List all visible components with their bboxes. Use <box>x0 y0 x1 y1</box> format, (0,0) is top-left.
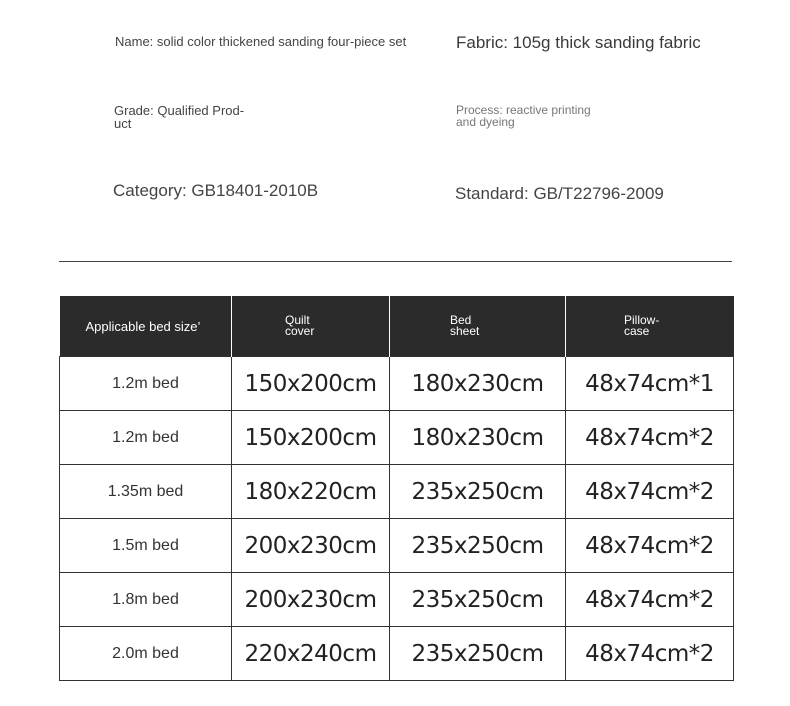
table-row <box>60 627 734 681</box>
table-row <box>60 357 734 411</box>
table-row <box>60 411 734 465</box>
pillowcase-cell: 48x74cm*2 <box>566 411 734 465</box>
size-table <box>59 296 734 681</box>
bed-size-cell: 1.5m bed <box>60 519 232 573</box>
table-row <box>60 519 734 573</box>
bed-size-cell: 1.8m bed <box>60 573 232 627</box>
bed-size-cell: 1.2m bed <box>60 411 232 465</box>
bed-sheet-cell: 235x250cm <box>390 519 566 573</box>
bed-sheet-cell: 180x230cm <box>390 357 566 411</box>
table-row <box>60 465 734 519</box>
header-bed-size: Applicable bed size’ <box>60 296 232 357</box>
bed-sheet-cell: 235x250cm <box>390 465 566 519</box>
quilt-cover-cell: 150x200cm <box>232 357 390 411</box>
spec-grade: Grade: Qualified Prod- uct <box>114 103 245 131</box>
pillowcase-cell: 48x74cm*2 <box>566 519 734 573</box>
pillowcase-cell: 48x74cm*2 <box>566 465 734 519</box>
bed-size-cell: 2.0m bed <box>60 627 232 681</box>
quilt-cover-cell: 200x230cm <box>232 519 390 573</box>
quilt-cover-cell: 180x220cm <box>232 465 390 519</box>
bed-size-cell: 1.35m bed <box>60 465 232 519</box>
pillowcase-cell: 48x74cm*1 <box>566 357 734 411</box>
spec-process: Process: reactive printing and dyeing <box>456 103 591 129</box>
section-divider <box>59 261 732 262</box>
header-bed-sheet: Bed sheet <box>390 296 566 357</box>
spec-standard: Standard: GB/T22796-2009 <box>455 184 664 203</box>
spec-fabric: Fabric: 105g thick sanding fabric <box>456 33 701 52</box>
table-row <box>60 573 734 627</box>
bed-sheet-cell: 180x230cm <box>390 411 566 465</box>
bed-sheet-cell: 235x250cm <box>390 627 566 681</box>
quilt-cover-cell: 200x230cm <box>232 573 390 627</box>
spec-category: Category: GB18401-2010B <box>113 181 319 200</box>
table-header-row <box>60 296 734 357</box>
spec-name: Name: solid color thickened sanding four-piece set <box>115 34 407 49</box>
pillowcase-cell: 48x74cm*2 <box>566 627 734 681</box>
quilt-cover-cell: 150x200cm <box>232 411 390 465</box>
header-quilt-cover: Quilt cover <box>232 296 390 357</box>
bed-sheet-cell: 235x250cm <box>390 573 566 627</box>
header-pillowcase: Pillow- case <box>566 296 734 357</box>
bed-size-cell: 1.2m bed <box>60 357 232 411</box>
quilt-cover-cell: 220x240cm <box>232 627 390 681</box>
pillowcase-cell: 48x74cm*2 <box>566 573 734 627</box>
